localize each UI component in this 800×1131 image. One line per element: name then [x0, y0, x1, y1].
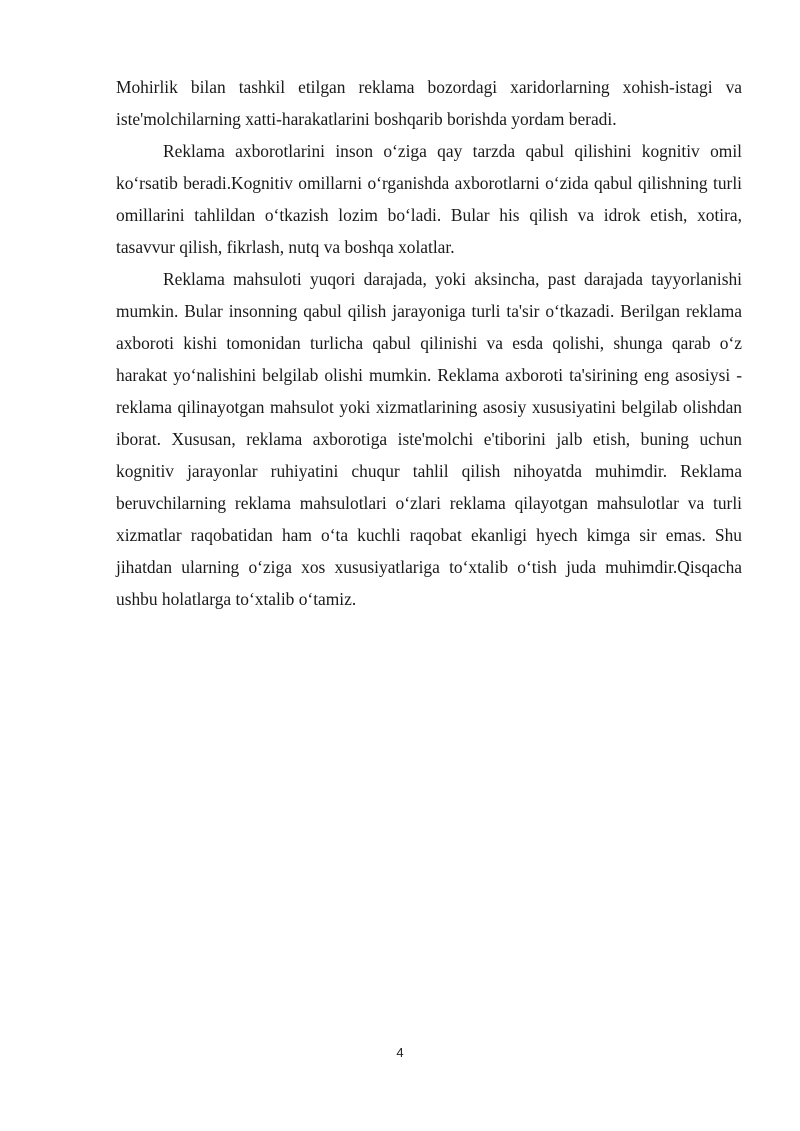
page-number: 4: [396, 1045, 404, 1060]
body-text: [116, 71, 742, 615]
paragraph-1: Mohirlik bilan tashkil etilgan reklama bozordagi xaridorlarning xohish-istagi va iste'molchilarning xatti-harakatlarini boshqarib borishda yordam beradi.: [116, 77, 742, 129]
paragraph-3: Reklama mahsuloti yuqori darajada, yoki aksincha, past darajada tayyorlanishi mumkin. Bular insonning qabul qilish jarayoniga turli ta'sir oʻtkazadi. Berilgan reklama axboroti kishi tomonidan turlicha qabul qilinishi va esda qolishi, shunga qarab oʻz harakat yoʻnalishini belgilab olishi mumkin. Reklama axboroti ta'sirining eng asosiysi - reklama qilinayotgan mahsulot yoki xizmatlarining asosiy xususiyatini belgilab olishdan iborat. Xususan, reklama axborotiga iste'molchi e'tiborini jalb etish, buning uchun kognitiv jarayonlar ruhiyatini chuqur tahlil qilish nihoyatda muhimdir. Reklama beruvchilarning reklama mahsulotlari oʻzlari reklama qilayotgan mahsulotlar va turli xizmatlar raqobatidan ham oʻta kuchli raqobat ekanligi hyech kimga sir emas. Shu jihatdan ularning oʻziga xos xususiyatlariga toʻxtalib oʻtish juda muhimdir.Qisqacha ushbu holatlarga toʻxtalib oʻtamiz.: [116, 269, 742, 609]
paragraph-2: Reklama axborotlarini inson oʻziga qay tarzda qabul qilishini kognitiv omil koʻrsatib beradi.Kognitiv omillarni oʻrganishda axborotlarni oʻzida qabul qilishning turli omillarini tahlildan oʻtkazish lozim boʻladi. Bular his qilish va idrok etish, xotira, tasavvur qilish, fikrlash, nutq va boshqa xolatlar.: [116, 141, 742, 257]
